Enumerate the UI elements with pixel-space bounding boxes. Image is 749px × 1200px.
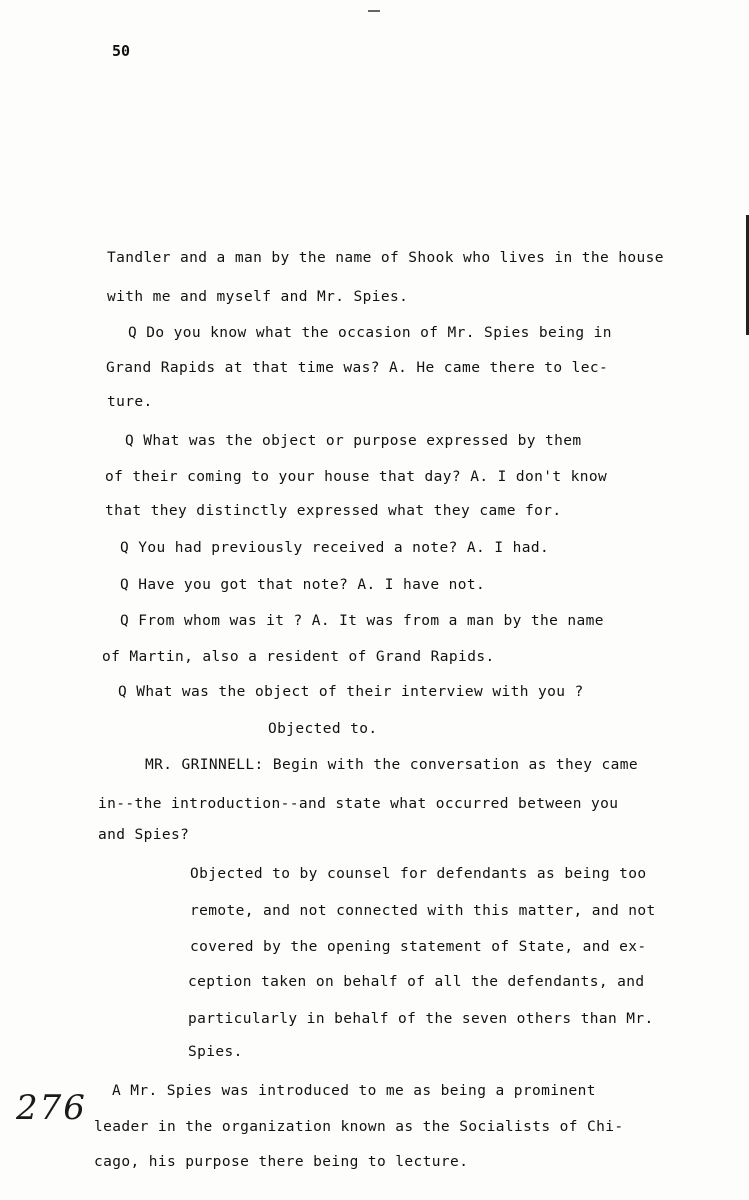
- text-line: with me and myself and Mr. Spies.: [107, 289, 409, 305]
- objection-block-line: remote, and not connected with this matter, and not: [190, 903, 656, 919]
- question-line: Q From whom was it ? A. It was from a man by the name: [120, 613, 604, 629]
- text-line: Grand Rapids at that time was? A. He came there to lec-: [106, 360, 609, 376]
- text-line: of Martin, also a resident of Grand Rapids.: [102, 649, 495, 665]
- text-line: Tandler and a man by the name of Shook who lives in the house: [107, 250, 664, 266]
- objection-block-line: ception taken on behalf of all the defendants, and: [188, 974, 645, 990]
- text-line: cago, his purpose there being to lecture.: [94, 1154, 469, 1170]
- objection-block-line: Objected to by counsel for defendants as being too: [190, 866, 647, 882]
- objection-block-line: particularly in behalf of the seven others than Mr.: [188, 1011, 654, 1027]
- objection-block-line: Spies.: [188, 1044, 243, 1060]
- text-line: ture.: [107, 394, 153, 410]
- question-line: Q What was the object of their interview with you ?: [118, 684, 584, 700]
- objection-block-line: covered by the opening statement of State, and ex-: [190, 939, 647, 955]
- answer-line: A Mr. Spies was introduced to me as being a prominent: [112, 1083, 596, 1099]
- question-line: Q What was the object or purpose expressed by them: [125, 433, 582, 449]
- objection-line: Objected to.: [268, 721, 378, 737]
- question-line: Q Do you know what the occasion of Mr. Spies being in: [128, 325, 612, 341]
- handwritten-margin-number: 276: [16, 1088, 87, 1128]
- text-line: in--the introduction--and state what occurred between you: [98, 796, 619, 812]
- page-number: 50: [112, 42, 131, 60]
- text-line: that they distinctly expressed what they came for.: [105, 503, 562, 519]
- scan-artifact-mark: [368, 10, 380, 12]
- counsel-statement-line: MR. GRINNELL: Begin with the conversation as they came: [145, 757, 639, 773]
- text-line: leader in the organization known as the Socialists of Chi-: [94, 1119, 624, 1135]
- question-line: Q You had previously received a note? A. I had.: [120, 540, 550, 556]
- text-line: and Spies?: [98, 827, 190, 843]
- question-line: Q Have you got that note? A. I have not.: [120, 577, 486, 593]
- text-line: of their coming to your house that day? A. I don't know: [105, 469, 608, 485]
